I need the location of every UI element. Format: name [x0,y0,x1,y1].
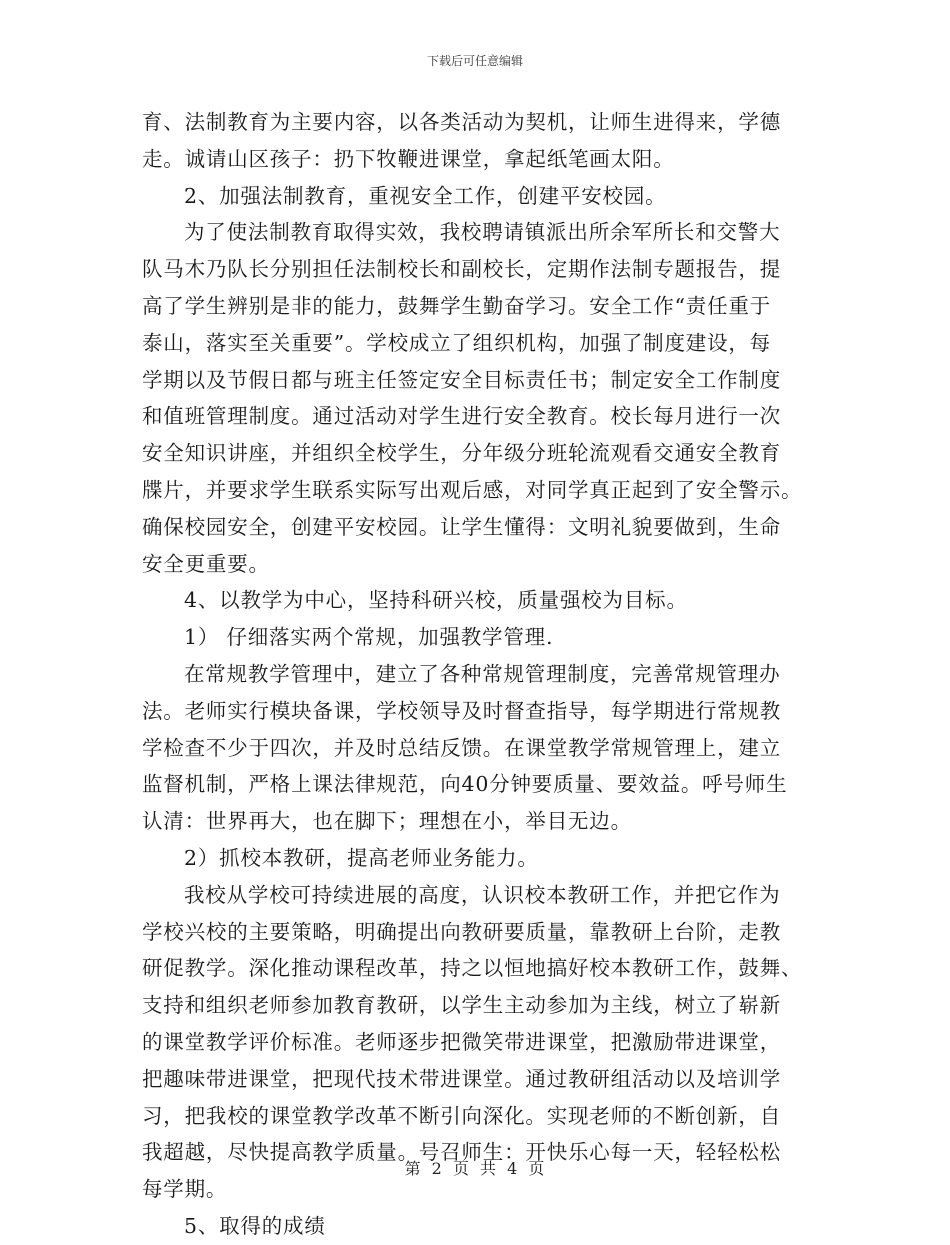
body-line: 我超越，尽快提高教学质量。号召师生：开快乐心每一天，轻轻松松 [142,1140,781,1165]
body-line: 学期以及节假日都与班主任签定安全目标责任书；制定安全工作制度 [142,367,781,392]
section-heading: 2、加强法制教育，重视安全工作，创建平安校园。 [184,183,667,208]
body-line: 泰山，落实至关重要”。学校成立了组织机构，加强了制度建设，每 [142,330,771,355]
body-line: 确保校园安全，创建平安校园。让学生懂得：文明礼貌要做到，生命 [142,514,781,539]
section-heading: 4、以教学为中心，坚持科研兴校，质量强校为目标。 [184,588,688,613]
paragraph-start: 我校从学校可持续进展的高度，认识校本教研工作，并把它作为 [184,882,781,907]
page-footer: 第 2 页 共 4 页 [404,1159,546,1178]
page-header: 下载后可任意编辑 [426,54,523,68]
body-line: 监督机制，严格上课法律规范，向40分钟要质量、要效益。呼号师生 [142,772,788,797]
body-line: 研促教学。深化推动课程改革，持之以恒地搞好校本教研工作，鼓舞、 [142,956,803,981]
body-line: 走。诚请山区孩子：扔下牧鞭进课堂，拿起纸笔画太阳。 [142,146,675,171]
paragraph-start: 为了使法制教育取得实效，我校聘请镇派出所余军所长和交警大 [184,220,781,245]
body-line: 和值班管理制度。通过活动对学生进行安全教育。校长每月进行一次 [142,404,781,429]
body-line: 育、法制教育为主要内容，以各类活动为契机，让师生进得来，学德 [142,110,781,134]
subsection-heading: 1） 仔细落实两个常规，加强教学管理. [184,625,554,650]
body-line: 安全更重要。 [142,551,270,576]
paragraph-start: 在常规教学管理中，建立了各种常规管理制度，完善常规管理办 [184,661,781,686]
body-line: 学检查不少于四次，并及时总结反馈。在课堂教学常规管理上，建立 [142,735,781,760]
body-line: 高了学生辨别是非的能力，鼓舞学生勤奋学习。安全工作“责任重于 [142,293,771,318]
body-line: 牒片，并要求学生联系实际写出观后感，对同学真正起到了安全警示。 [142,477,803,502]
body-line: 法。老师实行模块备课，学校领导及时督查指导，每学期进行常规教 [142,698,781,723]
body-line: 把趣味带进课堂，把现代技术带进课堂。通过教研组活动以及培训学 [142,1066,781,1091]
body-line: 每学期。 [142,1177,228,1202]
body-line: 支持和组织老师参加教育教研，以学生主动参加为主线，树立了崭新 [142,993,781,1018]
body-line: 认清：世界再大，也在脚下；理想在小，举目无边。 [142,809,632,834]
body-line: 队马木乃队长分别担任法制校长和副校长，定期作法制专题报告，提 [142,257,781,282]
body-line: 习，把我校的课堂教学改革不断引向深化。实现老师的不断创新，自 [142,1103,781,1128]
body-line: 学校兴校的主要策略，明确提出向教研要质量，靠教研上台阶，走教 [142,919,781,944]
section-heading: 5、取得的成绩 [184,1213,326,1238]
body-line: 安全知识讲座，并组织全校学生，分年级分班轮流观看交通安全教育 [142,441,781,466]
document-body [142,104,814,1245]
subsection-heading: 2）抓校本教研，提高老师业务能力。 [184,845,539,870]
body-line: 的课堂教学评价标准。老师逐步把微笑带进课堂，把激励带进课堂， [142,1029,781,1054]
